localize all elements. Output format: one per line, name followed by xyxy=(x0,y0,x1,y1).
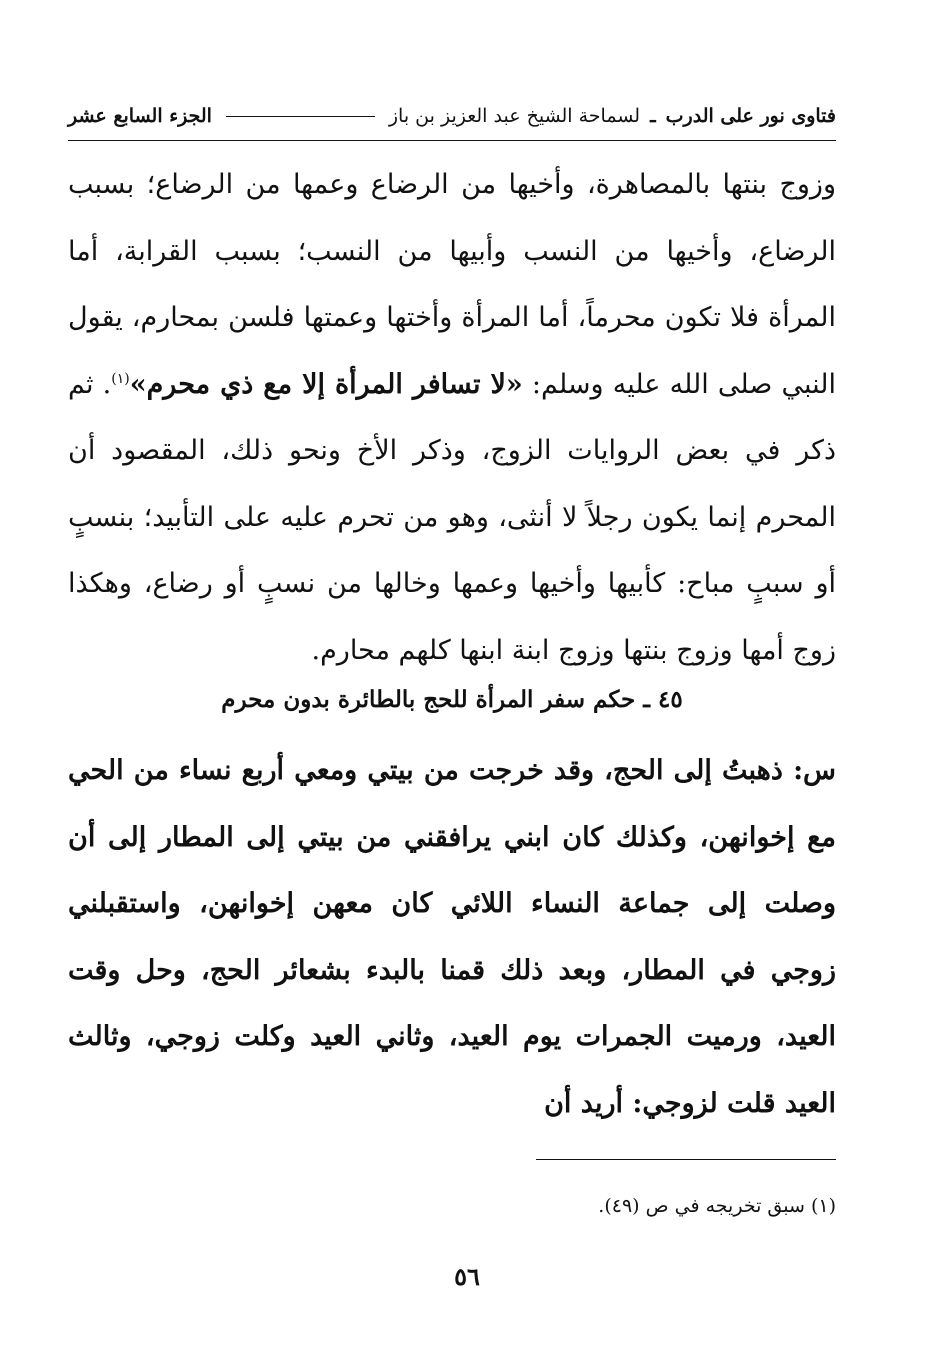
header-rule xyxy=(226,116,375,117)
footnote-divider xyxy=(536,1159,836,1160)
running-header xyxy=(68,96,836,136)
footnote-reference: (١) xyxy=(111,370,130,387)
question-text: ذهبتُ إلى الحج، وقد خرجت من بيتي ومعي أربع نساء من الحي مع إخوانهن، وكذلك كان ابني يرافقني من بيتي إلى المطار إلى أن وصلت إلى جماعة النساء اللائي كان معهن إخوانهن، واستقبلني زوجي في المطار، وبعد ذلك قمنا بالبدء بشعائر الحج، وحل وقت العيد، ورميت الجمرات يوم العيد، وثاني العيد وكلت زوجي، وثالث العيد قلت لزوجي: أريد أن xyxy=(68,755,836,1119)
question-block xyxy=(68,738,836,1137)
volume-part: الجزء السابع عشر xyxy=(68,105,212,127)
hadith-quote: «لا تسافر المرأة إلا مع ذي محرم» xyxy=(129,368,523,400)
sheikh-name: لسماحة الشيخ عبد العزيز بن باز xyxy=(388,105,641,127)
header-divider xyxy=(68,140,836,141)
body-text-end: . ثم ذكر في بعض الروايات الزوج، وذكر الأخ ونحو ذلك، المقصود أن المحرم إنما يكون رجلاً لا أنثى، وهو من تحرم عليه على التأبيد؛ بنسبٍ أو سببٍ مباح: كأبيها وأخيها وعمها وخالها من نسبٍ أو رضاع، وهكذا زوج أمها وزوج بنتها وزوج ابنة ابنها كلهم محارم. xyxy=(68,368,836,666)
body-paragraph xyxy=(68,152,836,684)
section-heading: ٤٥ ـ حكم سفر المرأة للحج بالطائرة بدون محرم xyxy=(221,686,683,713)
question-prefix: س: xyxy=(793,755,837,786)
body-text-start: وزوج بنتها بالمصاهرة، وأخيها من الرضاع وعمها من الرضاع؛ بسبب الرضاع، وأخيها من النسب وأبيها من النسب؛ بسبب القرابة، أما المرأة فلا تكون محرماً، أما المرأة وأختها وعمتها فلسن بمحارم، يقول النبي صلى الله عليه وسلم: xyxy=(68,169,836,400)
header-dash: ـ xyxy=(650,105,656,127)
page-number: ٥٦ xyxy=(454,1262,480,1291)
book-title: فتاوى نور على الدرب xyxy=(665,105,836,127)
footnote: (١) سبق تخريجه في ص (٤٩). xyxy=(598,1195,836,1217)
